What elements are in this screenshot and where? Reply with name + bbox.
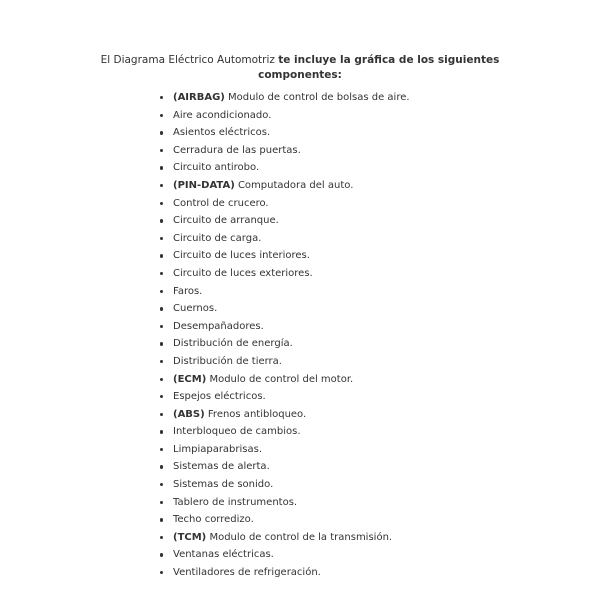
intro-bold-text: te incluye la gráfica de los siguientes componentes: — [258, 53, 500, 81]
list-item — [158, 247, 518, 265]
intro-paragraph — [90, 53, 510, 83]
item-text: Circuito de arranque. — [173, 215, 279, 227]
list-item — [158, 494, 518, 512]
list-item — [158, 564, 518, 582]
bullet-icon — [160, 413, 163, 416]
item-text: Modulo de control de bolsas de aire. — [224, 92, 410, 103]
component-list — [158, 89, 518, 582]
bullet-icon — [160, 184, 163, 187]
item-code: (AIRBAG) — [173, 92, 225, 103]
item-code: (ABS) — [173, 408, 205, 420]
item-code: (ECM) — [173, 373, 207, 385]
list-item — [158, 511, 518, 529]
bullet-icon — [160, 553, 163, 556]
list-item — [158, 124, 518, 142]
bullet-icon — [160, 518, 163, 521]
bullet-icon — [160, 325, 163, 328]
item-text: Circuito de carga. — [173, 232, 262, 244]
item-text: Frenos antibloqueo. — [204, 408, 307, 420]
item-text: Modulo de control de la transmisión. — [206, 531, 393, 543]
list-item — [158, 177, 518, 195]
list-item — [158, 388, 518, 406]
item-text: Tablero de instrumentos. — [173, 496, 298, 508]
bullet-icon — [160, 290, 163, 293]
intro-text: El Diagrama Eléctrico Automotriz — [100, 53, 279, 66]
list-item — [158, 265, 518, 283]
list-item — [158, 195, 518, 213]
list-item — [158, 371, 518, 389]
item-text: Computadora del auto. — [234, 179, 354, 191]
bullet-icon — [160, 307, 163, 310]
list-item — [158, 300, 518, 318]
bullet-icon — [160, 219, 163, 222]
item-text: Interbloqueo de cambios. — [173, 426, 301, 438]
item-text: Distribución de tierra. — [173, 355, 282, 367]
list-item — [158, 212, 518, 230]
list-item — [158, 406, 518, 424]
list-item — [158, 283, 518, 301]
bullet-icon — [160, 96, 163, 99]
list-item — [158, 318, 518, 336]
bullet-icon — [160, 483, 163, 486]
item-text: Asientos eléctricos. — [173, 127, 271, 139]
list-item — [158, 142, 518, 160]
item-text: Ventiladores de refrigeración. — [173, 567, 321, 579]
list-item — [158, 335, 518, 353]
bullet-icon — [160, 114, 163, 117]
item-text: Circuito antirobo. — [173, 162, 260, 174]
list-item — [158, 353, 518, 371]
item-text: Techo corredizo. — [173, 514, 254, 526]
bullet-icon — [160, 149, 163, 152]
list-item — [158, 476, 518, 494]
bullet-icon — [160, 202, 163, 205]
bullet-icon — [160, 254, 163, 257]
list-item — [158, 458, 518, 476]
bullet-icon — [160, 237, 163, 240]
bullet-icon — [160, 430, 163, 433]
item-code: (PIN-DATA) — [173, 179, 235, 191]
bullet-icon — [160, 342, 163, 345]
bullet-icon — [160, 395, 163, 398]
bullet-icon — [160, 501, 163, 504]
bullet-icon — [160, 465, 163, 468]
item-code: (TCM) — [173, 531, 207, 543]
list-item — [158, 230, 518, 248]
item-text: Limpiaparabrisas. — [173, 443, 263, 455]
bullet-icon — [160, 360, 163, 363]
bullet-icon — [160, 166, 163, 169]
item-text: Distribución de energía. — [173, 338, 293, 350]
bullet-icon — [160, 378, 163, 381]
list-item — [158, 159, 518, 177]
item-text: Desempañadores. — [173, 320, 264, 332]
item-text: Espejos eléctricos. — [173, 391, 266, 403]
list-item — [158, 423, 518, 441]
item-text: Ventanas eléctricas. — [173, 549, 274, 561]
bullet-icon — [160, 536, 163, 539]
item-text: Aire acondicionado. — [173, 109, 272, 121]
item-text: Circuito de luces interiores. — [173, 250, 310, 262]
bullet-icon — [160, 131, 163, 134]
item-text: Control de crucero. — [173, 197, 269, 209]
item-text: Sistemas de sonido. — [173, 479, 274, 491]
item-text: Cerradura de las puertas. — [173, 144, 301, 156]
list-item — [158, 89, 518, 107]
list-item — [158, 441, 518, 459]
item-text: Faros. — [173, 285, 203, 297]
item-text: Cuernos. — [173, 303, 218, 315]
item-text: Sistemas de alerta. — [173, 461, 270, 473]
list-item — [158, 546, 518, 564]
list-item — [158, 529, 518, 547]
list-item — [158, 107, 518, 125]
item-text: Modulo de control del motor. — [206, 373, 354, 385]
bullet-icon — [160, 272, 163, 275]
bullet-icon — [160, 571, 163, 574]
bullet-icon — [160, 448, 163, 451]
item-text: Circuito de luces exteriores. — [173, 267, 313, 279]
